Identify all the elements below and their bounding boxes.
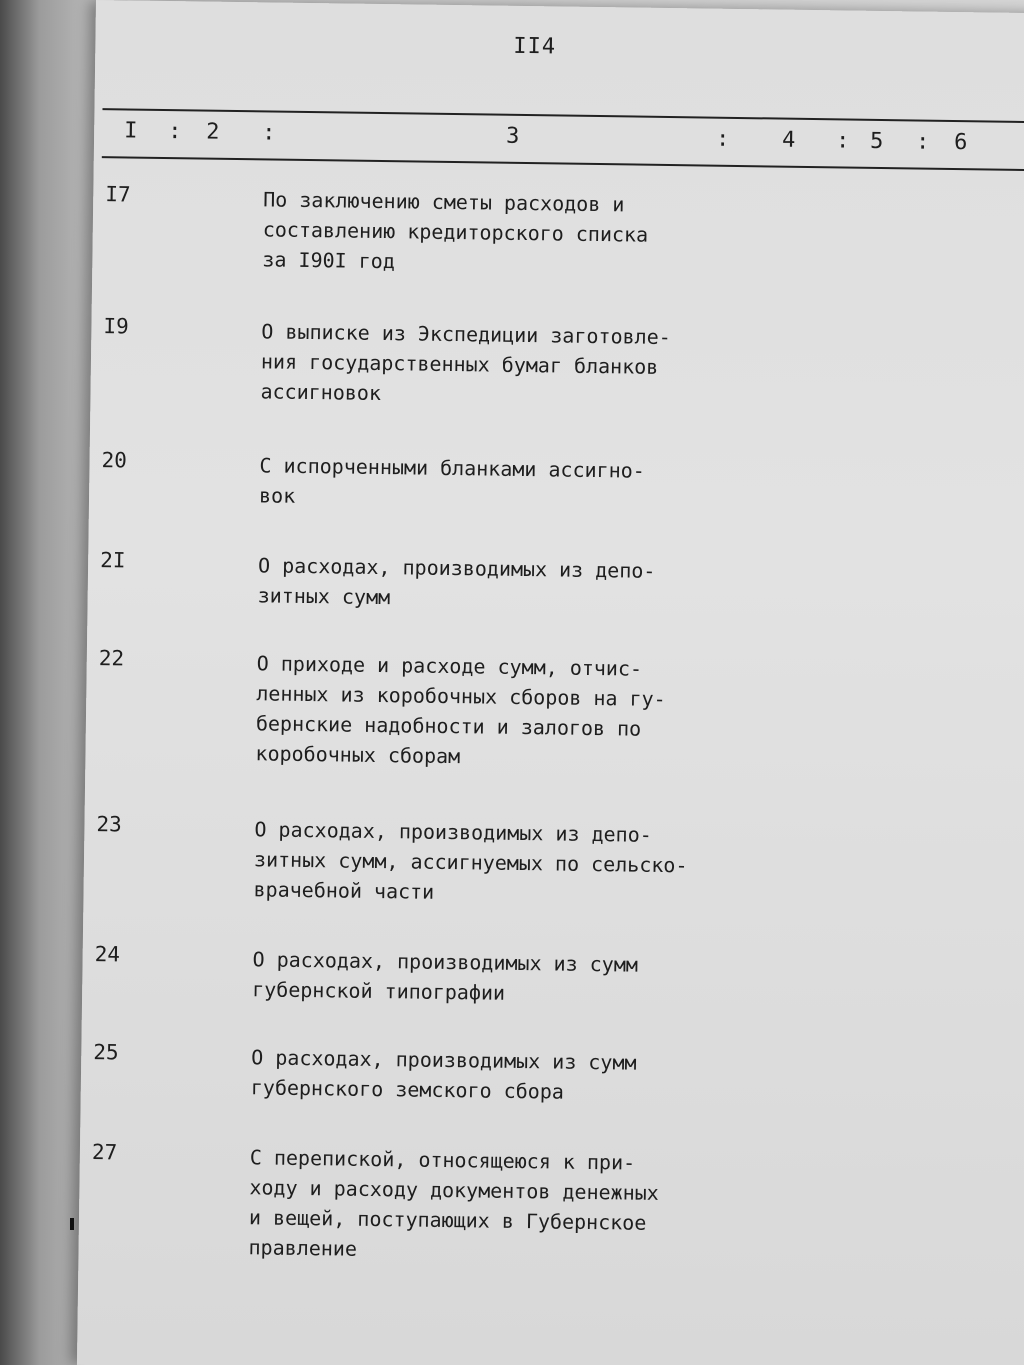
archive-page — [77, 0, 1024, 1365]
table-row — [80, 1140, 980, 1261]
header-separator: : — [261, 120, 276, 146]
header-separator: : — [167, 119, 182, 145]
row-title: О выписке из Экспедиции заготовле- ния государственных бумаг бланков ассигновок — [260, 319, 671, 406]
header-bottom-rule — [102, 156, 1024, 171]
row-number: 25 — [93, 1040, 119, 1065]
row-title: О приходе и расходе сумм, отчис- ленных из коробочных сборов на гу- бернские надобности и залогов по коробочных сборам — [255, 651, 666, 769]
page-number: II4 — [513, 33, 557, 60]
row-title: С испорченными бланками ассигно- вок — [258, 453, 645, 508]
ink-mark — [70, 1218, 74, 1230]
header-separator: : — [715, 126, 730, 152]
header-col-6: 6 — [953, 129, 968, 156]
row-title: О расходах, производимых из депо- зитных сумм, ассигнуемых по сельско- врачебной части — [253, 817, 688, 904]
table-row — [81, 1040, 981, 1104]
row-title: О расходах, производимых из депо- зитных сумм — [257, 553, 656, 610]
table-row — [92, 314, 992, 406]
row-number: 27 — [91, 1140, 118, 1165]
header-top-rule — [102, 108, 1024, 123]
header-separator: : — [915, 129, 930, 155]
row-title: По заключению сметы расходов и составлению кредиторского списка за I90I год — [262, 187, 649, 274]
header-col-5: 5 — [869, 128, 884, 155]
table-row — [90, 448, 990, 508]
row-number: 2I — [100, 548, 126, 573]
table-row — [93, 182, 993, 274]
row-number: I9 — [103, 314, 129, 339]
header-col-2: 2 — [205, 119, 220, 145]
row-number: 24 — [94, 942, 121, 967]
table-row — [88, 548, 988, 610]
row-number: 22 — [98, 646, 125, 671]
row-title: О расходах, производимых из сумм губернского земского сбора — [250, 1045, 637, 1104]
table-row — [85, 812, 985, 904]
table-row — [87, 646, 987, 769]
row-number: I7 — [105, 182, 131, 207]
row-title: О расходах, производимых из сумм губернской типографии — [252, 947, 639, 1005]
row-number: 20 — [101, 448, 128, 473]
row-number: 23 — [96, 812, 122, 837]
header-col-4: 4 — [781, 127, 796, 153]
header-col-3: 3 — [505, 123, 520, 149]
header-separator: : — [835, 128, 850, 154]
table-row — [83, 942, 983, 1005]
row-title: С перепиской, относящеюся к при- ходу и расходу документов денежных и вещей, поступающих в Губернское правление — [248, 1145, 659, 1261]
header-col-1: I — [124, 118, 138, 144]
